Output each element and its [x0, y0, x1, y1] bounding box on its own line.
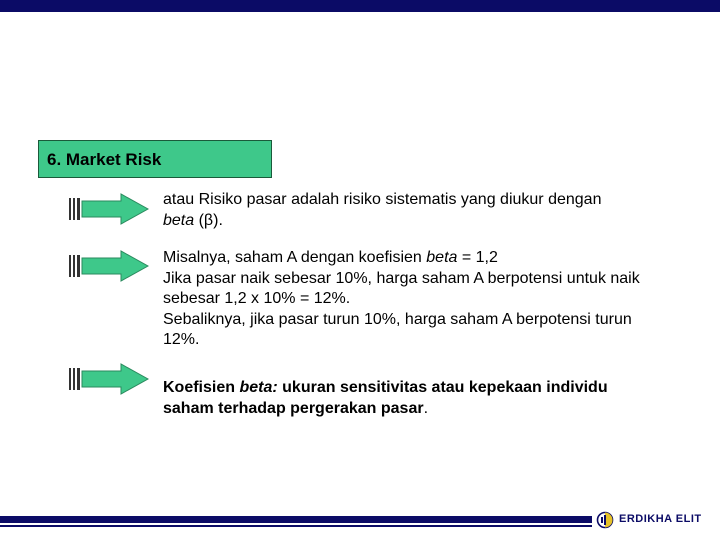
- footer-rule-thin: [0, 525, 592, 527]
- beta-symbol: (β).: [194, 211, 223, 229]
- beta-term: beta: [426, 249, 458, 266]
- bullet-2-line-4: Sebaliknya, jika pasar turun 10%, harga saham A berpotensi turun: [163, 310, 632, 328]
- arrow-right-icon: [69, 250, 149, 286]
- bullet-2-line-1: [163, 248, 713, 269]
- bullet-2-line-2: Jika pasar naik sebesar 10%, harga saham A berpotensi untuk naik: [163, 269, 640, 287]
- bullet-2-line-1-pre: Misalnya, saham A dengan koefisien: [163, 249, 427, 266]
- beta-term: beta: [163, 211, 195, 229]
- bullet-1: [163, 190, 713, 231]
- title-box: [38, 140, 272, 178]
- bullet-2: [163, 248, 713, 351]
- beta-term: beta:: [239, 379, 278, 396]
- bullet-1-line-2: [163, 211, 713, 232]
- slide-title: 6. Market Risk: [47, 150, 162, 169]
- bullet-2-line-3: sebesar 1,2 x 10% = 12%.: [163, 290, 351, 307]
- bullet-3-line-1: [163, 378, 713, 399]
- arrow-right-icon: [69, 193, 149, 229]
- bullet-3-line-2: [163, 399, 713, 420]
- arrow-right-icon: [69, 363, 149, 399]
- bullet-2-line-1-post: = 1,2: [457, 249, 498, 266]
- bullet-3: [163, 378, 713, 419]
- erdikha-logo-icon: [596, 511, 614, 529]
- bullet-1-line-1: atau Risiko pasar adalah risiko sistematis yang diukur dengan: [163, 191, 602, 208]
- bullet-3-line-2-end: .: [423, 399, 429, 417]
- bullet-3-line-1-pre: Koefisien: [163, 379, 240, 396]
- top-bar: [0, 0, 720, 12]
- footer-rule: [0, 516, 592, 523]
- bullet-3-line-2-text: saham terhadap pergerakan pasar: [163, 399, 424, 417]
- bullet-3-line-1-post: ukuran sensitivitas atau kepekaan individu: [277, 379, 608, 396]
- footer-brand: ERDIKHA ELIT: [619, 513, 702, 525]
- bullet-2-line-5: 12%.: [163, 331, 200, 348]
